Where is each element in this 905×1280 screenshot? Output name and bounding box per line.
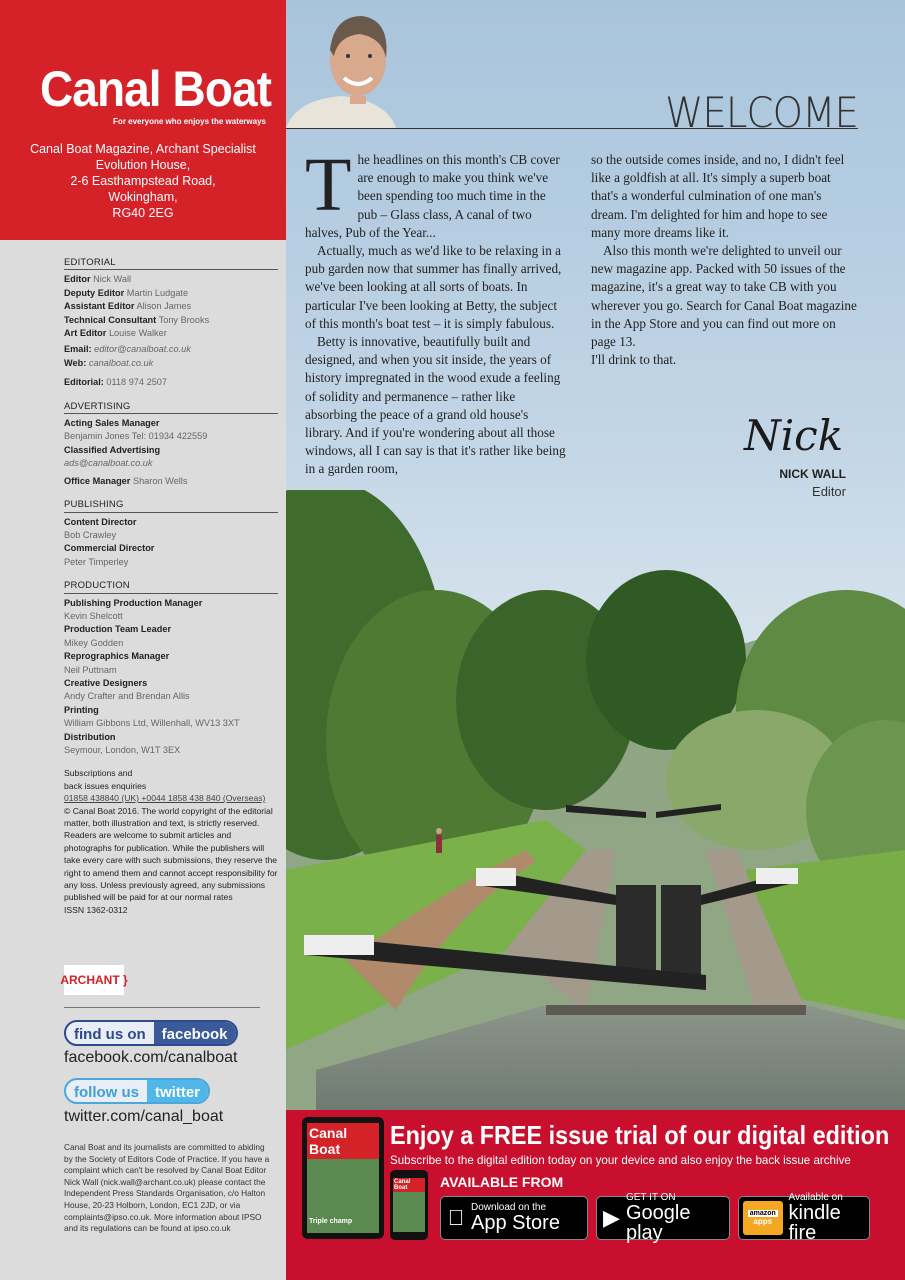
kindle-fire-button[interactable]: amazon apps Available on kindle fire xyxy=(738,1196,870,1240)
app-store-button[interactable]: Download on the App Store xyxy=(440,1196,588,1240)
issn: ISSN 1362-0312 xyxy=(64,904,128,915)
email-link[interactable]: editor@canalboat.co.uk xyxy=(94,344,191,355)
section-heading: EDITORIAL xyxy=(64,256,278,270)
apple-icon xyxy=(441,1205,471,1231)
svg-text:Nick: Nick xyxy=(744,411,844,460)
amazon-apps-icon: amazon apps xyxy=(743,1201,783,1235)
facebook-url[interactable]: facebook.com/canalboat xyxy=(64,1049,238,1066)
twitter-button[interactable]: follow us twitter xyxy=(64,1078,210,1104)
subscriptions-block: Subscriptions and back issues enquiries 01858 438840 (UK) +0044 1858 438 840 (Overseas) © Canal Boat 2016. The world copyright of the editorial matter, both illustration and text, is strictly reserved. Readers are welcome to submit articles and photographs for publication. While the publishers will take every care with such submissions, they reserve the right to amend them and cannot accept responsibility for any loss. Unless previously agreed, any submissions published will be paid for at our normal rates ISSN 1362-0312 xyxy=(64,768,278,915)
heading-rule xyxy=(286,128,858,129)
address-line: Evolution House, xyxy=(95,158,191,172)
address-line: Wokingham, xyxy=(108,190,178,204)
production-section: PRODUCTION Publishing Production Manager Kevin Shelcott Production Team Leader Mikey Godden Reprographics Manager Neil Puttnam Creative Designers Andy Crafter and Brendan Allis Printing William Gibbons Ltd, Willenhall, WV13 3XT Distribution Seymour, London, W1T 3EX xyxy=(64,579,278,757)
twitter-icon: twitter xyxy=(147,1080,208,1102)
paragraph: I'll drink to that. xyxy=(591,352,677,368)
contact-block: Email: editor@canalboat.co.uk Web: canalboat.co.uk xyxy=(64,344,191,368)
editor-role: Editor xyxy=(812,484,846,499)
phone-mockup: Canal Boat xyxy=(390,1170,428,1240)
welcome-heading: WELCOME xyxy=(665,88,858,137)
paragraph: so the outside comes inside, and no, I didn't feel like a goldfish at all. It's simply a superb boat that's a wonderful culmination of one man's dream. I'm delighted for him and hope to see many more dreams like it. xyxy=(591,152,845,240)
web-link[interactable]: canalboat.co.uk xyxy=(88,357,154,368)
google-play-button[interactable]: ▶ GET IT ON Google play xyxy=(596,1196,730,1240)
phone-number: 0118 974 2507 xyxy=(106,377,168,388)
staff-row: Technical Consultant Tony Brooks xyxy=(64,314,210,325)
advertising-section: ADVERTISING Acting Sales Manager Benjamin Jones Tel: 01934 422559 Classified Advertising ads@canalboat.co.uk Office Manager Sharon Wells xyxy=(64,400,278,488)
staff-row: Editor Nick Wall xyxy=(64,274,132,285)
address-line: 2-6 Easthampstead Road, xyxy=(70,174,216,188)
address-line: Canal Boat Magazine, Archant Specialist xyxy=(30,142,256,156)
play-icon: ▶ xyxy=(603,1205,620,1230)
staff-list xyxy=(64,256,278,916)
editorial-section: EDITORIAL Editor Nick Wall Deputy Editor Martin Ludgate Assistant Editor Alison James Technical Consultant Tony Brooks Art Editor Louise Walker Email: editor@canalboat.co.uk Web: canalboat.co.uk Editorial: 0118 974 2507 xyxy=(64,256,278,390)
staff-row: Assistant Editor Alison James xyxy=(64,301,192,312)
paragraph: The headlines on this month's CB cover are enough to make you think we've been spending too much time in the pub – Glass class, A canal of two halves, Pub of the Year... xyxy=(305,143,560,240)
ads-email-link[interactable]: ads@canalboat.co.uk xyxy=(64,458,153,469)
promo-subtitle: Subscribe to the digital edition today on your device and also enjoy the back issue archive xyxy=(390,1154,851,1167)
canal-boat-logo: Canal Boat xyxy=(40,61,272,117)
available-from: AVAILABLE FROM xyxy=(440,1174,564,1190)
twitter-url[interactable]: twitter.com/canal_boat xyxy=(64,1108,224,1125)
section-heading: PUBLISHING xyxy=(64,498,278,512)
staff-row: Deputy Editor Martin Ludgate xyxy=(64,287,189,298)
divider xyxy=(64,1007,260,1008)
archant-logo: ARCHANT } xyxy=(64,965,124,995)
subscription-phones: 01858 438840 (UK) +0044 1858 438 840 (Overseas) xyxy=(64,793,266,804)
promo-title: Enjoy a FREE issue trial of our digital edition xyxy=(390,1120,890,1150)
tagline: For everyone who enjoys the waterways xyxy=(113,117,266,126)
publishing-section: PUBLISHING Content Director Bob Crawley Commercial Director Peter Timperley xyxy=(64,498,278,569)
paragraph: Actually, much as we'd like to be relaxing in a pub garden now that summer has finally arrived, we've been looking at all sorts of boats. In particular I've been looking at Betty, the subject of this month's boat test – it is simply fabulous. xyxy=(305,243,562,331)
section-heading: PRODUCTION xyxy=(64,579,278,593)
copyright-notice: © Canal Boat 2016. The world copyright of the editorial matter, both illustration and text, is strictly reserved. Readers are welcome to submit articles and photographs for publication. While the publishers will take every care with such submissions, they reserve the right to amend them and cannot accept responsibility for any loss. Unless previously agreed, any submissions published will be paid for at our normal rates xyxy=(64,805,278,903)
paragraph: Also this month we're delighted to unveil our new magazine app. Packed with 50 issues of the magazine, it's a great way to take CB with you wherever you go. Search for Canal Boat magazine in the App Store and you can find out more on page 13. xyxy=(591,243,857,350)
digital-edition-banner xyxy=(286,1110,905,1280)
staff-row: Art Editor Louise Walker xyxy=(64,328,167,339)
address xyxy=(0,141,286,221)
drop-cap: T xyxy=(305,143,352,227)
editorial-column-1 xyxy=(305,143,567,479)
facebook-icon: facebook xyxy=(154,1022,236,1044)
address-line: RG40 2EG xyxy=(112,206,174,220)
sidebar xyxy=(0,0,286,1280)
paragraph: Betty is innovative, beautifully built and designed, and when you sit inside, the years of history impregnated in the wood exude a feeling of solidity and permanence – rather like absorbing the peace of a grand old house's library. And if you're wondering about all those windows, all I can say is that it's rather like being in a garden room, xyxy=(305,334,566,477)
ipso-notice: Canal Boat and its journalists are committed to abiding by the Society of Editors Code of Practice. If you have a complaint which can't be resolved by Canal Boat Editor Nick Wall (nick.wall@archant.co.uk) please contact the Independent Press Standards Organisation, c/o Halton House, 20-23 Holborn, London, EC1 2JD, or via complaints@ipso.co.uk. More information about IPSO and its regulations can be found at ipso.co.uk xyxy=(64,1142,270,1234)
section-heading: ADVERTISING xyxy=(64,400,278,414)
staff-value: Benjamin Jones Tel: 01934 422559 xyxy=(64,431,208,442)
editor-signature xyxy=(742,400,846,472)
facebook-button[interactable]: find us on facebook xyxy=(64,1020,238,1046)
canal-lock-photo xyxy=(286,490,905,1110)
editor-name: NICK WALL xyxy=(779,467,846,481)
tablet-mockup: Canal Boat Triple champ xyxy=(302,1117,384,1239)
editorial-column-2 xyxy=(591,151,857,369)
